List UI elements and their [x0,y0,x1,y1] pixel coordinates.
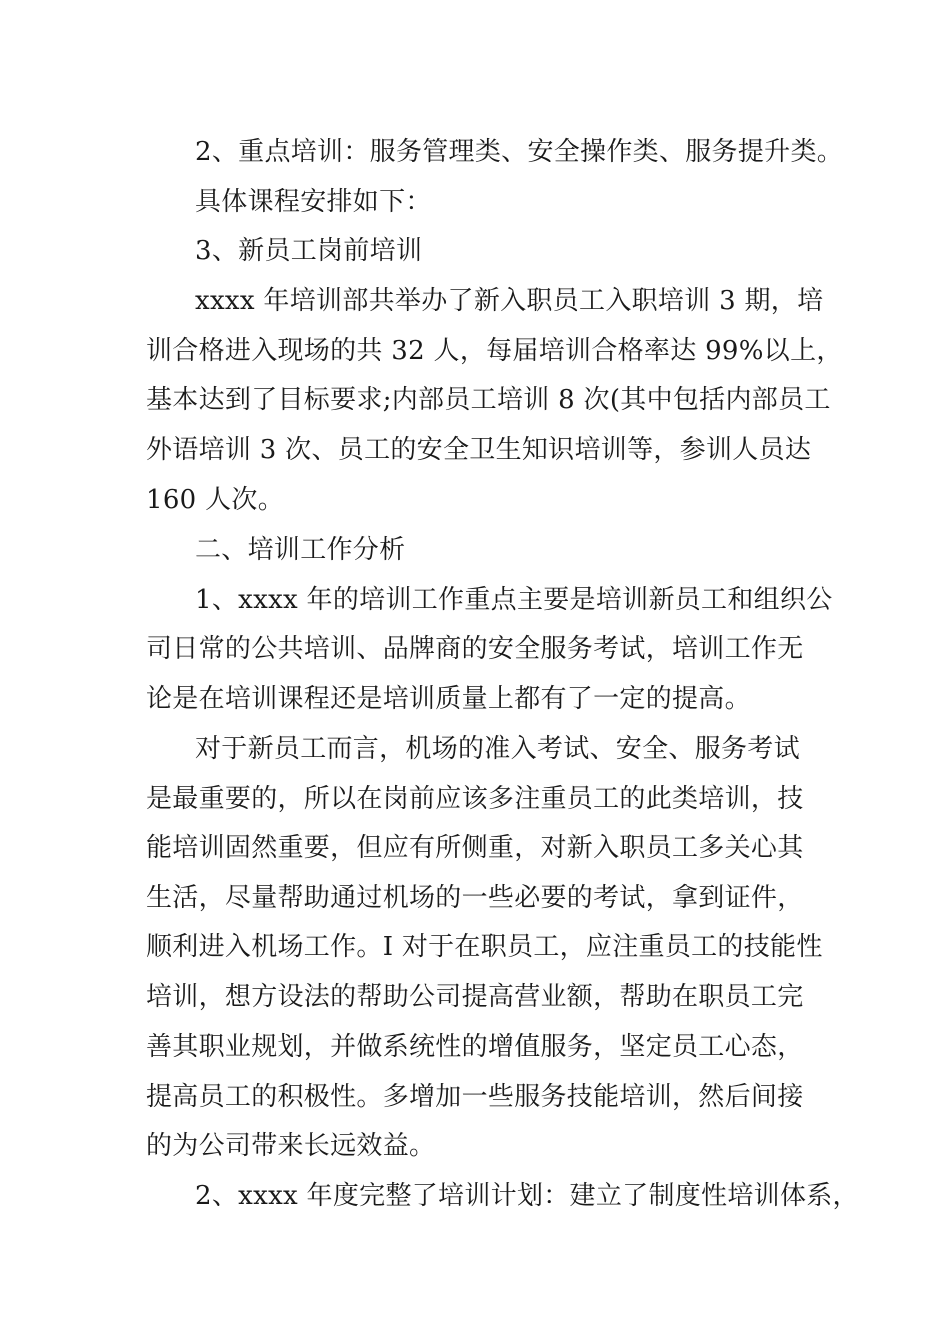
paragraph-line: 训合格进入现场的共 32 人，每届培训合格率达 99%以上， [146,336,843,366]
paragraph-line: 的为公司带来长远效益。 [146,1131,436,1161]
paragraph-line: 外语培训 3 次、员工的安全卫生知识培训等，参训人员达 [146,435,812,465]
paragraph-line: 顺利进入机场工作。I 对于在职员工，应注重员工的技能性 [146,932,823,962]
paragraph-line: 1、xxxx 年的培训工作重点主要是培训新员工和组织公 [195,585,833,615]
paragraph-line: xxxx 年培训部共举办了新入职员工入职培训 3 期，培 [195,286,824,316]
paragraph-line: 司日常的公共培训、品牌商的安全服务考试，培训工作无 [146,634,804,664]
paragraph-line: 能培训固然重要，但应有所侧重，对新入职员工多关心其 [146,833,804,863]
paragraph-line: 对于新员工而言，机场的准入考试、安全、服务考试 [195,734,800,764]
paragraph-line: 基本达到了目标要求;内部员工培训 8 次(其中包括内部员工 [146,385,831,415]
paragraph-line: 是最重要的，所以在岗前应该多注重员工的此类培训，技 [146,784,804,814]
paragraph-line: 生活，尽量帮助通过机场的一些必要的考试，拿到证件， [146,883,804,913]
paragraph-line: 培训，想方设法的帮助公司提高营业额，帮助在职员工完 [146,982,804,1012]
paragraph-line: 160 人次。 [146,485,284,515]
paragraph-line: 2、xxxx 年度完整了培训计划：建立了制度性培训体系， [195,1181,859,1211]
list-item-new-employee-training: 3、新员工岗前培训 [195,236,423,266]
paragraph-line: 善其职业规划，并做系统性的增值服务，坚定员工心态， [146,1032,804,1062]
paragraph-line: 论是在培训课程还是培训质量上都有了一定的提高。 [146,684,751,714]
section-heading-analysis: 二、培训工作分析 [195,535,406,565]
course-arrangement-intro: 具体课程安排如下： [195,187,432,217]
paragraph-line: 提高员工的积极性。多增加一些服务技能培训，然后间接 [146,1082,804,1112]
list-item-key-training: 2、重点培训：服务管理类、安全操作类、服务提升类。 [195,137,844,167]
